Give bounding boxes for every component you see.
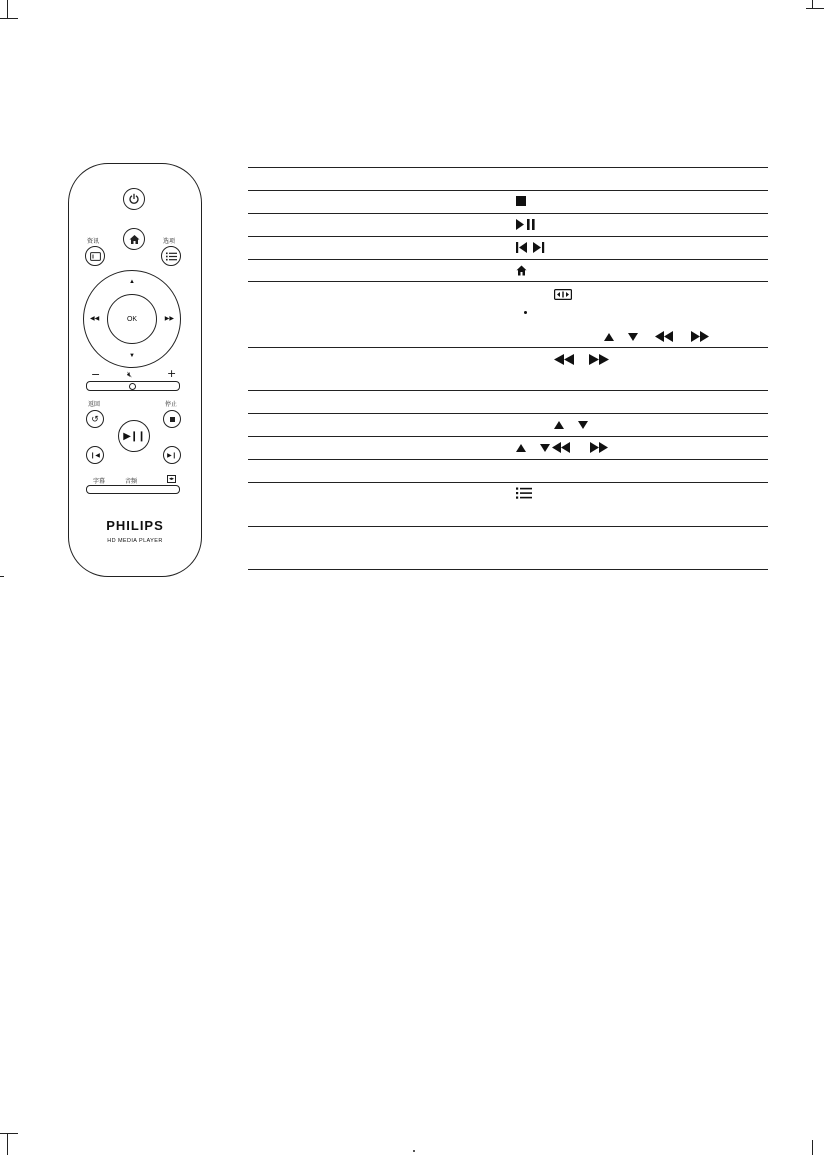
crop-mark-bottom-center — [413, 1150, 415, 1152]
info-label: 资讯 — [87, 238, 100, 245]
previous-icon: ❙◀ — [90, 452, 100, 459]
table-row-play-pause — [516, 219, 536, 230]
model-label: HD MEDIA PLAYER — [107, 538, 163, 544]
row-rule — [248, 236, 768, 237]
nav-up-icon[interactable]: ▲ — [129, 279, 135, 285]
table-row-previous-next — [516, 242, 546, 253]
row-rule — [248, 459, 768, 460]
stop-label: 停止 — [165, 401, 178, 408]
info-button[interactable] — [85, 246, 105, 266]
crop-mark-top-right-v — [812, 0, 813, 8]
crop-mark-left-mid — [0, 576, 4, 577]
row-rule — [248, 413, 768, 414]
crop-mark-top-left-h — [0, 18, 18, 19]
crop-mark-bottom-right-v — [812, 1140, 813, 1155]
brand-logo: PHILIPS — [106, 518, 164, 533]
up-down-icon — [554, 419, 600, 430]
table-row-home — [516, 265, 527, 276]
table-row-up-down — [554, 419, 600, 430]
home-icon — [516, 265, 527, 276]
table-row-zoom-nav — [604, 331, 718, 342]
volume-bar-dot-icon — [129, 383, 136, 390]
stop-button[interactable] — [163, 410, 181, 428]
ok-button[interactable] — [107, 294, 157, 344]
up-down-rewind-forward-icon — [604, 331, 718, 342]
table-row-options — [516, 487, 532, 499]
back-arrow-icon: ↺ — [91, 413, 99, 424]
nav-down-icon[interactable]: ▼ — [129, 353, 135, 359]
remote-control-illustration — [68, 163, 202, 577]
row-rule — [248, 259, 768, 260]
previous-next-icon — [516, 242, 546, 253]
table-row-stop — [516, 196, 526, 206]
table-header-rule — [248, 190, 768, 191]
crop-mark-top-left-v — [7, 0, 8, 18]
options-button[interactable] — [161, 246, 181, 266]
zoom-icon — [554, 289, 572, 300]
nav-left-icon[interactable]: ◀◀ — [90, 316, 100, 322]
play-pause-icon — [516, 219, 536, 230]
volume-minus-label[interactable]: − — [91, 368, 101, 381]
ok-label: OK — [126, 315, 138, 323]
volume-plus-label[interactable]: + — [167, 367, 177, 380]
table-row-search — [554, 354, 616, 365]
play-pause-icon: ▶❙❙ — [123, 430, 145, 442]
options-list-icon — [166, 252, 177, 261]
back-button[interactable] — [86, 410, 104, 428]
options-list-icon — [516, 487, 532, 499]
crop-mark-bottom-left-v — [7, 1133, 8, 1155]
stop-square-icon — [516, 196, 526, 206]
row-rule — [248, 436, 768, 437]
audio-label: 音频 — [125, 478, 138, 485]
back-label: 返回 — [88, 401, 101, 408]
play-pause-button[interactable] — [118, 420, 150, 452]
crop-mark-top-right-h — [806, 8, 824, 9]
row-rule — [248, 347, 768, 348]
volume-bar[interactable] — [86, 381, 180, 391]
row-rule — [248, 281, 768, 282]
row-rule — [248, 482, 768, 483]
previous-button[interactable] — [86, 446, 104, 464]
subtitle-label: 字幕 — [93, 478, 106, 485]
table-row-zoom — [554, 289, 572, 300]
row-rule — [248, 526, 768, 527]
info-icon — [90, 252, 101, 261]
power-button[interactable] — [123, 188, 145, 210]
row-rule — [248, 213, 768, 214]
crop-mark-bottom-left-h — [0, 1133, 18, 1134]
row-rule — [248, 390, 768, 391]
function-bar[interactable] — [86, 485, 180, 494]
mute-icon[interactable]: 🔇︎ — [127, 370, 133, 379]
up-down-rewind-forward-icon — [516, 442, 616, 453]
next-button[interactable] — [163, 446, 181, 464]
stop-icon — [170, 417, 175, 422]
nav-right-icon[interactable]: ▶▶ — [164, 316, 174, 322]
next-icon: ▶❙ — [167, 452, 177, 459]
zoom-bullet-icon — [524, 311, 527, 314]
rewind-forward-icon — [554, 354, 616, 365]
table-top-rule — [248, 167, 768, 168]
table-row-navigate — [516, 442, 616, 453]
table-bottom-rule — [248, 569, 768, 570]
options-label: 选项 — [163, 238, 176, 245]
power-icon — [128, 193, 140, 205]
home-icon — [129, 234, 140, 245]
zoom-icon: ◂▸ — [169, 476, 175, 482]
home-button[interactable] — [123, 228, 145, 250]
